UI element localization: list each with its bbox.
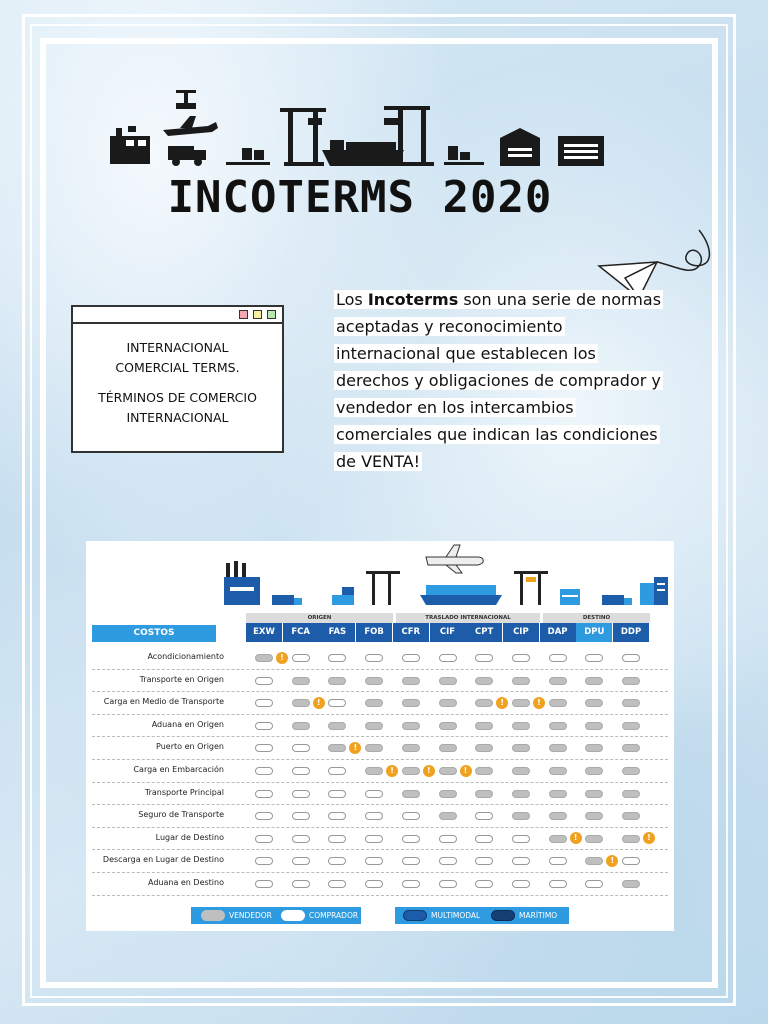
transfer-alert-icon: ! [460, 765, 472, 777]
maritime-swatch [491, 910, 515, 921]
cost-row-label: Acondicionamiento [147, 652, 224, 661]
seller-cell [622, 835, 640, 843]
seller-cell [439, 812, 457, 820]
buyer-cell [439, 880, 457, 888]
buyer-cell [365, 835, 383, 843]
warehouse-icon-2 [558, 136, 604, 166]
cost-row-label: Puerto en Origen [156, 742, 224, 752]
window-line-2: COMERCIAL TERMS. [115, 360, 240, 375]
seller-cell [365, 677, 383, 685]
buyer-cell [402, 880, 420, 888]
buyer-cell [328, 880, 346, 888]
buyer-cell [475, 880, 493, 888]
cost-row-label: Transporte Principal [144, 787, 224, 797]
seller-cell [475, 767, 493, 775]
description-keyword: Incoterms [367, 290, 459, 309]
buyer-cell [255, 699, 273, 707]
seller-cell [365, 744, 383, 752]
description-lead: Los [336, 290, 368, 309]
buyer-cell [512, 857, 530, 865]
seller-cell [585, 744, 603, 752]
cost-row [92, 828, 668, 851]
incoterm-code: FAS [319, 623, 355, 642]
seller-cell [622, 722, 640, 730]
cost-row [92, 692, 668, 715]
seller-cell [439, 767, 457, 775]
incoterm-code: CFR [393, 623, 429, 642]
transfer-alert-icon: ! [606, 855, 618, 867]
seller-cell [402, 744, 420, 752]
buyer-cell [365, 790, 383, 798]
buyer-cell [475, 812, 493, 820]
buyer-cell [292, 654, 310, 662]
containers-icon [332, 587, 354, 605]
cost-row-label: Aduana en Origen [151, 719, 224, 729]
seller-cell [512, 790, 530, 798]
incoterms-description [334, 286, 664, 475]
buyer-cell [549, 880, 567, 888]
seller-cell [622, 699, 640, 707]
seller-swatch [201, 910, 225, 921]
transfer-alert-icon: ! [496, 697, 508, 709]
warehouse-icon [500, 128, 540, 166]
window-line-3: TÉRMINOS DE COMERCIO [98, 390, 257, 405]
cost-row [92, 715, 668, 738]
seller-cell [475, 744, 493, 752]
seller-cell [585, 812, 603, 820]
port-crane-icon-2 [514, 571, 548, 605]
seller-cell [402, 722, 420, 730]
port-crane-icon [366, 571, 400, 605]
legend-vendedor: VENDEDOR [229, 911, 272, 920]
transfer-alert-icon: ! [276, 652, 288, 664]
seller-cell [328, 744, 346, 752]
window-maximize-icon [267, 310, 276, 319]
factory-icon [224, 561, 260, 605]
buyer-cell [328, 812, 346, 820]
buyer-cell [292, 790, 310, 798]
cost-row [92, 850, 668, 873]
seller-cell [402, 790, 420, 798]
buyer-cell [328, 699, 346, 707]
buyer-cell [402, 835, 420, 843]
buyer-cell [439, 857, 457, 865]
buyer-cell [292, 857, 310, 865]
seller-cell [402, 767, 420, 775]
buyer-cell [255, 744, 273, 752]
seller-cell [585, 699, 603, 707]
buyer-cell [292, 812, 310, 820]
cost-row-label: Lugar de Destino [155, 832, 224, 842]
group-origen: ORIGEN [246, 613, 393, 623]
seller-cell [585, 722, 603, 730]
transfer-alert-icon: ! [349, 742, 361, 754]
transfer-alert-icon: ! [386, 765, 398, 777]
cost-row [92, 670, 668, 693]
incoterm-code: DPU [576, 623, 612, 642]
group-traslado: TRASLADO INTERNACIONAL [396, 613, 540, 623]
buyer-cell [292, 767, 310, 775]
cost-row [92, 783, 668, 806]
definition-window [71, 305, 284, 453]
containers-icon-2 [560, 589, 580, 605]
port-crane-icon [280, 108, 326, 166]
seller-cell [512, 722, 530, 730]
page-title: INCOTERMS 2020 [167, 172, 553, 223]
incoterm-code: FCA [283, 623, 319, 642]
cost-row [92, 805, 668, 828]
window-line-1: INTERNACIONAL [126, 340, 229, 355]
seller-cell [549, 812, 567, 820]
seller-cell [439, 722, 457, 730]
buyer-cell [255, 722, 273, 730]
seller-cell [512, 677, 530, 685]
incoterms-infographic [86, 541, 674, 931]
cost-row [92, 760, 668, 783]
cargo-ship-icon [322, 140, 404, 166]
seller-cell [365, 722, 383, 730]
seller-cell [328, 677, 346, 685]
transfer-alert-icon: ! [570, 832, 582, 844]
seller-cell [475, 699, 493, 707]
buyer-cell [585, 880, 603, 888]
buyer-cell [365, 654, 383, 662]
seller-cell [439, 699, 457, 707]
window-line-4: INTERNACIONAL [126, 410, 229, 425]
description-body: son una serie de normas aceptadas y reconocimiento internacional que establecen los derechos y obligaciones de comprador y vendedor en los intercambios comerciales que indican las condiciones de VENTA! [336, 290, 662, 471]
seller-cell [549, 767, 567, 775]
buyer-cell [328, 857, 346, 865]
cargo-boxes-icon [226, 148, 270, 165]
seller-cell [439, 790, 457, 798]
factory-icon [110, 126, 150, 164]
cost-row-label: Carga en Embarcación [133, 765, 224, 774]
seller-cell [585, 677, 603, 685]
airplane-icon [426, 545, 483, 573]
seller-cell [475, 790, 493, 798]
truck-icon [168, 146, 206, 166]
buyer-cell [512, 880, 530, 888]
buyer-cell [328, 835, 346, 843]
buyer-cell [475, 654, 493, 662]
cost-row-label: Descarga en Lugar de Destino [102, 855, 224, 865]
legend-responsibility [191, 907, 361, 924]
transfer-alert-icon: ! [423, 765, 435, 777]
truck-icon [272, 595, 302, 605]
seller-cell [549, 790, 567, 798]
buyer-cell [292, 835, 310, 843]
seller-cell [585, 767, 603, 775]
buyer-cell [365, 812, 383, 820]
legend-transport [395, 907, 569, 924]
seller-cell [585, 857, 603, 865]
incoterm-code: EXW [246, 623, 282, 642]
legend-comprador: COMPRADOR [309, 911, 359, 920]
seller-cell [475, 677, 493, 685]
transfer-alert-icon: ! [533, 697, 545, 709]
seller-cell [622, 677, 640, 685]
incoterm-code: CIF [430, 623, 466, 642]
seller-cell [255, 654, 273, 662]
seller-cell [365, 699, 383, 707]
seller-cell [512, 767, 530, 775]
seller-cell [622, 744, 640, 752]
window-close-icon [239, 310, 248, 319]
buyer-cell [255, 835, 273, 843]
buyer-cell [549, 654, 567, 662]
seller-cell [549, 677, 567, 685]
cost-row-label: Seguro de Transporte [138, 810, 224, 820]
seller-cell [622, 812, 640, 820]
seller-cell [402, 677, 420, 685]
cost-row [92, 647, 668, 670]
cost-row-label: Carga en Medio de Transporte [103, 697, 224, 707]
window-minimize-icon [253, 310, 262, 319]
buyer-cell [402, 654, 420, 662]
seller-cell [328, 722, 346, 730]
infographic-icon-strip [216, 543, 674, 611]
buyer-cell [622, 654, 640, 662]
seller-cell [585, 790, 603, 798]
buyer-cell [365, 880, 383, 888]
buyer-cell [255, 812, 273, 820]
buyer-cell [255, 857, 273, 865]
buyer-cell [292, 744, 310, 752]
cargo-ship-icon [420, 585, 502, 605]
seller-cell [512, 699, 530, 707]
buyer-swatch [281, 910, 305, 921]
building-icon [640, 577, 668, 605]
seller-cell [585, 835, 603, 843]
seller-cell [439, 744, 457, 752]
buyer-cell [439, 654, 457, 662]
window-titlebar [73, 307, 282, 324]
seller-cell [475, 722, 493, 730]
legend-multimodal: MULTIMODAL [431, 911, 481, 920]
cost-row [92, 873, 668, 896]
seller-cell [365, 767, 383, 775]
buyer-cell [402, 812, 420, 820]
seller-cell [292, 722, 310, 730]
seller-cell [549, 699, 567, 707]
seller-cell [549, 722, 567, 730]
buyer-cell [549, 857, 567, 865]
transfer-alert-icon: ! [643, 832, 655, 844]
costos-header: COSTOS [92, 625, 216, 642]
seller-cell [622, 767, 640, 775]
buyer-cell [475, 857, 493, 865]
legend-maritimo: MARÍTIMO [519, 911, 558, 920]
buyer-cell [585, 654, 603, 662]
buyer-cell [328, 654, 346, 662]
seller-cell [439, 677, 457, 685]
seller-cell [622, 790, 640, 798]
buyer-cell [512, 835, 530, 843]
incoterm-code: DDP [613, 623, 649, 642]
seller-cell [512, 812, 530, 820]
seller-cell [622, 880, 640, 888]
buyer-cell [255, 880, 273, 888]
cost-row-label: Aduana en Destino [147, 878, 224, 887]
logistics-icon-strip [108, 88, 608, 168]
crane-hook-icon [176, 90, 196, 109]
buyer-cell [255, 767, 273, 775]
buyer-cell [255, 790, 273, 798]
seller-cell [549, 744, 567, 752]
buyer-cell [328, 790, 346, 798]
cost-row [92, 737, 668, 760]
buyer-cell [439, 835, 457, 843]
incoterm-code: CPT [466, 623, 502, 642]
cargo-boxes-icon-2 [444, 146, 484, 165]
buyer-cell [328, 767, 346, 775]
incoterm-code: FOB [356, 623, 392, 642]
buyer-cell [512, 654, 530, 662]
seller-cell [402, 699, 420, 707]
buyer-cell [622, 857, 640, 865]
buyer-cell [365, 857, 383, 865]
group-destino: DESTINO [543, 613, 650, 623]
seller-cell [512, 744, 530, 752]
seller-cell [292, 699, 310, 707]
buyer-cell [292, 880, 310, 888]
incoterm-code: CIP [503, 623, 539, 642]
buyer-cell [255, 677, 273, 685]
seller-cell [549, 835, 567, 843]
incoterm-code: DAP [540, 623, 576, 642]
buyer-cell [475, 835, 493, 843]
airplane-icon [163, 116, 218, 136]
seller-cell [292, 677, 310, 685]
truck-icon-2 [602, 595, 632, 605]
transfer-alert-icon: ! [313, 697, 325, 709]
multimodal-swatch [403, 910, 427, 921]
buyer-cell [402, 857, 420, 865]
cost-row-label: Transporte en Origen [139, 674, 224, 684]
